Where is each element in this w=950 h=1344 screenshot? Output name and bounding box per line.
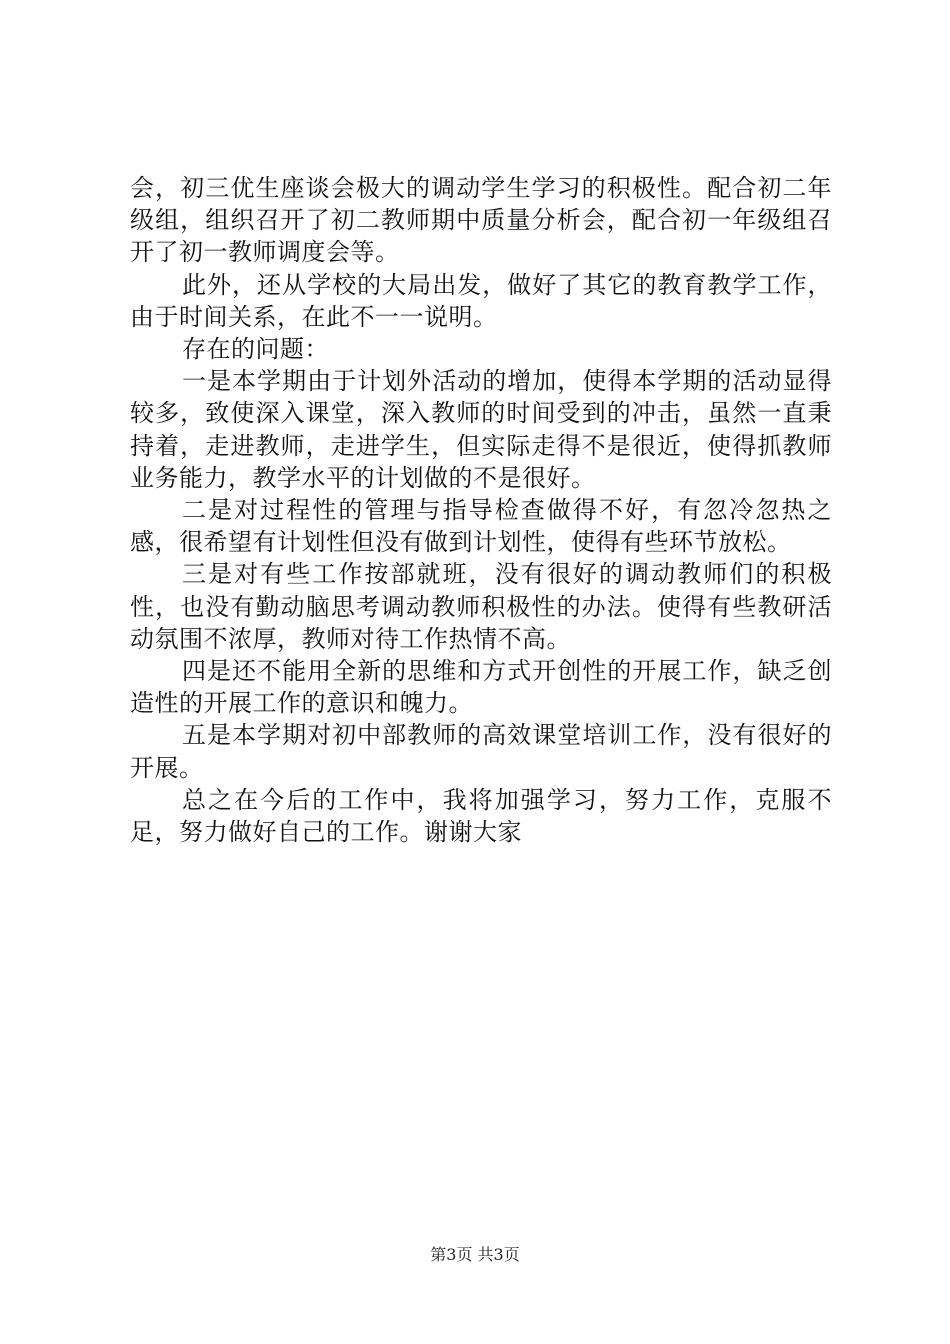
- document-body: [130, 172, 832, 848]
- paragraph-problem-3: 三是对有些工作按部就班，没有很好的调动教师们的积极性，也没有勤动脑思考调动教师积极性的办法。使得有些教研活动氛围不浓厚，教师对待工作热情不高。: [130, 560, 832, 653]
- paragraph-problem-1: 一是本学期由于计划外活动的增加，使得本学期的活动显得较多，致使深入课堂，深入教师的时间受到的冲击，虽然一直秉持着，走进教师，走进学生，但实际走得不是很近，使得抓教师业务能力，教学水平的计划做的不是很好。: [130, 367, 832, 492]
- paragraph-problems-heading: 存在的问题：: [182, 335, 329, 364]
- paragraph-problem-5: 五是本学期对初中部教师的高效课堂培训工作，没有很好的开展。: [130, 721, 832, 782]
- page-number-indicator: 第3页 共3页: [430, 1245, 520, 1264]
- paragraph-continued: 会，初三优生座谈会极大的调动学生学习的积极性。配合初二年级组，组织召开了初二教师期中质量分析会，配合初一年级组召开了初一教师调度会等。: [130, 174, 832, 267]
- paragraph-other-work: 此外，还从学校的大局出发，做好了其它的教育教学工作，由于时间关系，在此不一一说明。: [130, 270, 832, 331]
- paragraph-problem-4: 四是还不能用全新的思维和方式开创性的开展工作，缺乏创造性的开展工作的意识和魄力。: [130, 657, 832, 718]
- page-footer: [0, 1245, 950, 1265]
- paragraph-problem-2: 二是对过程性的管理与指导检查做得不好，有忽冷忽热之感，很希望有计划性但没有做到计划性，使得有些环节放松。: [130, 496, 832, 557]
- paragraph-conclusion: 总之在今后的工作中，我将加强学习，努力工作，克服不足，努力做好自己的工作。谢谢大家: [130, 785, 832, 847]
